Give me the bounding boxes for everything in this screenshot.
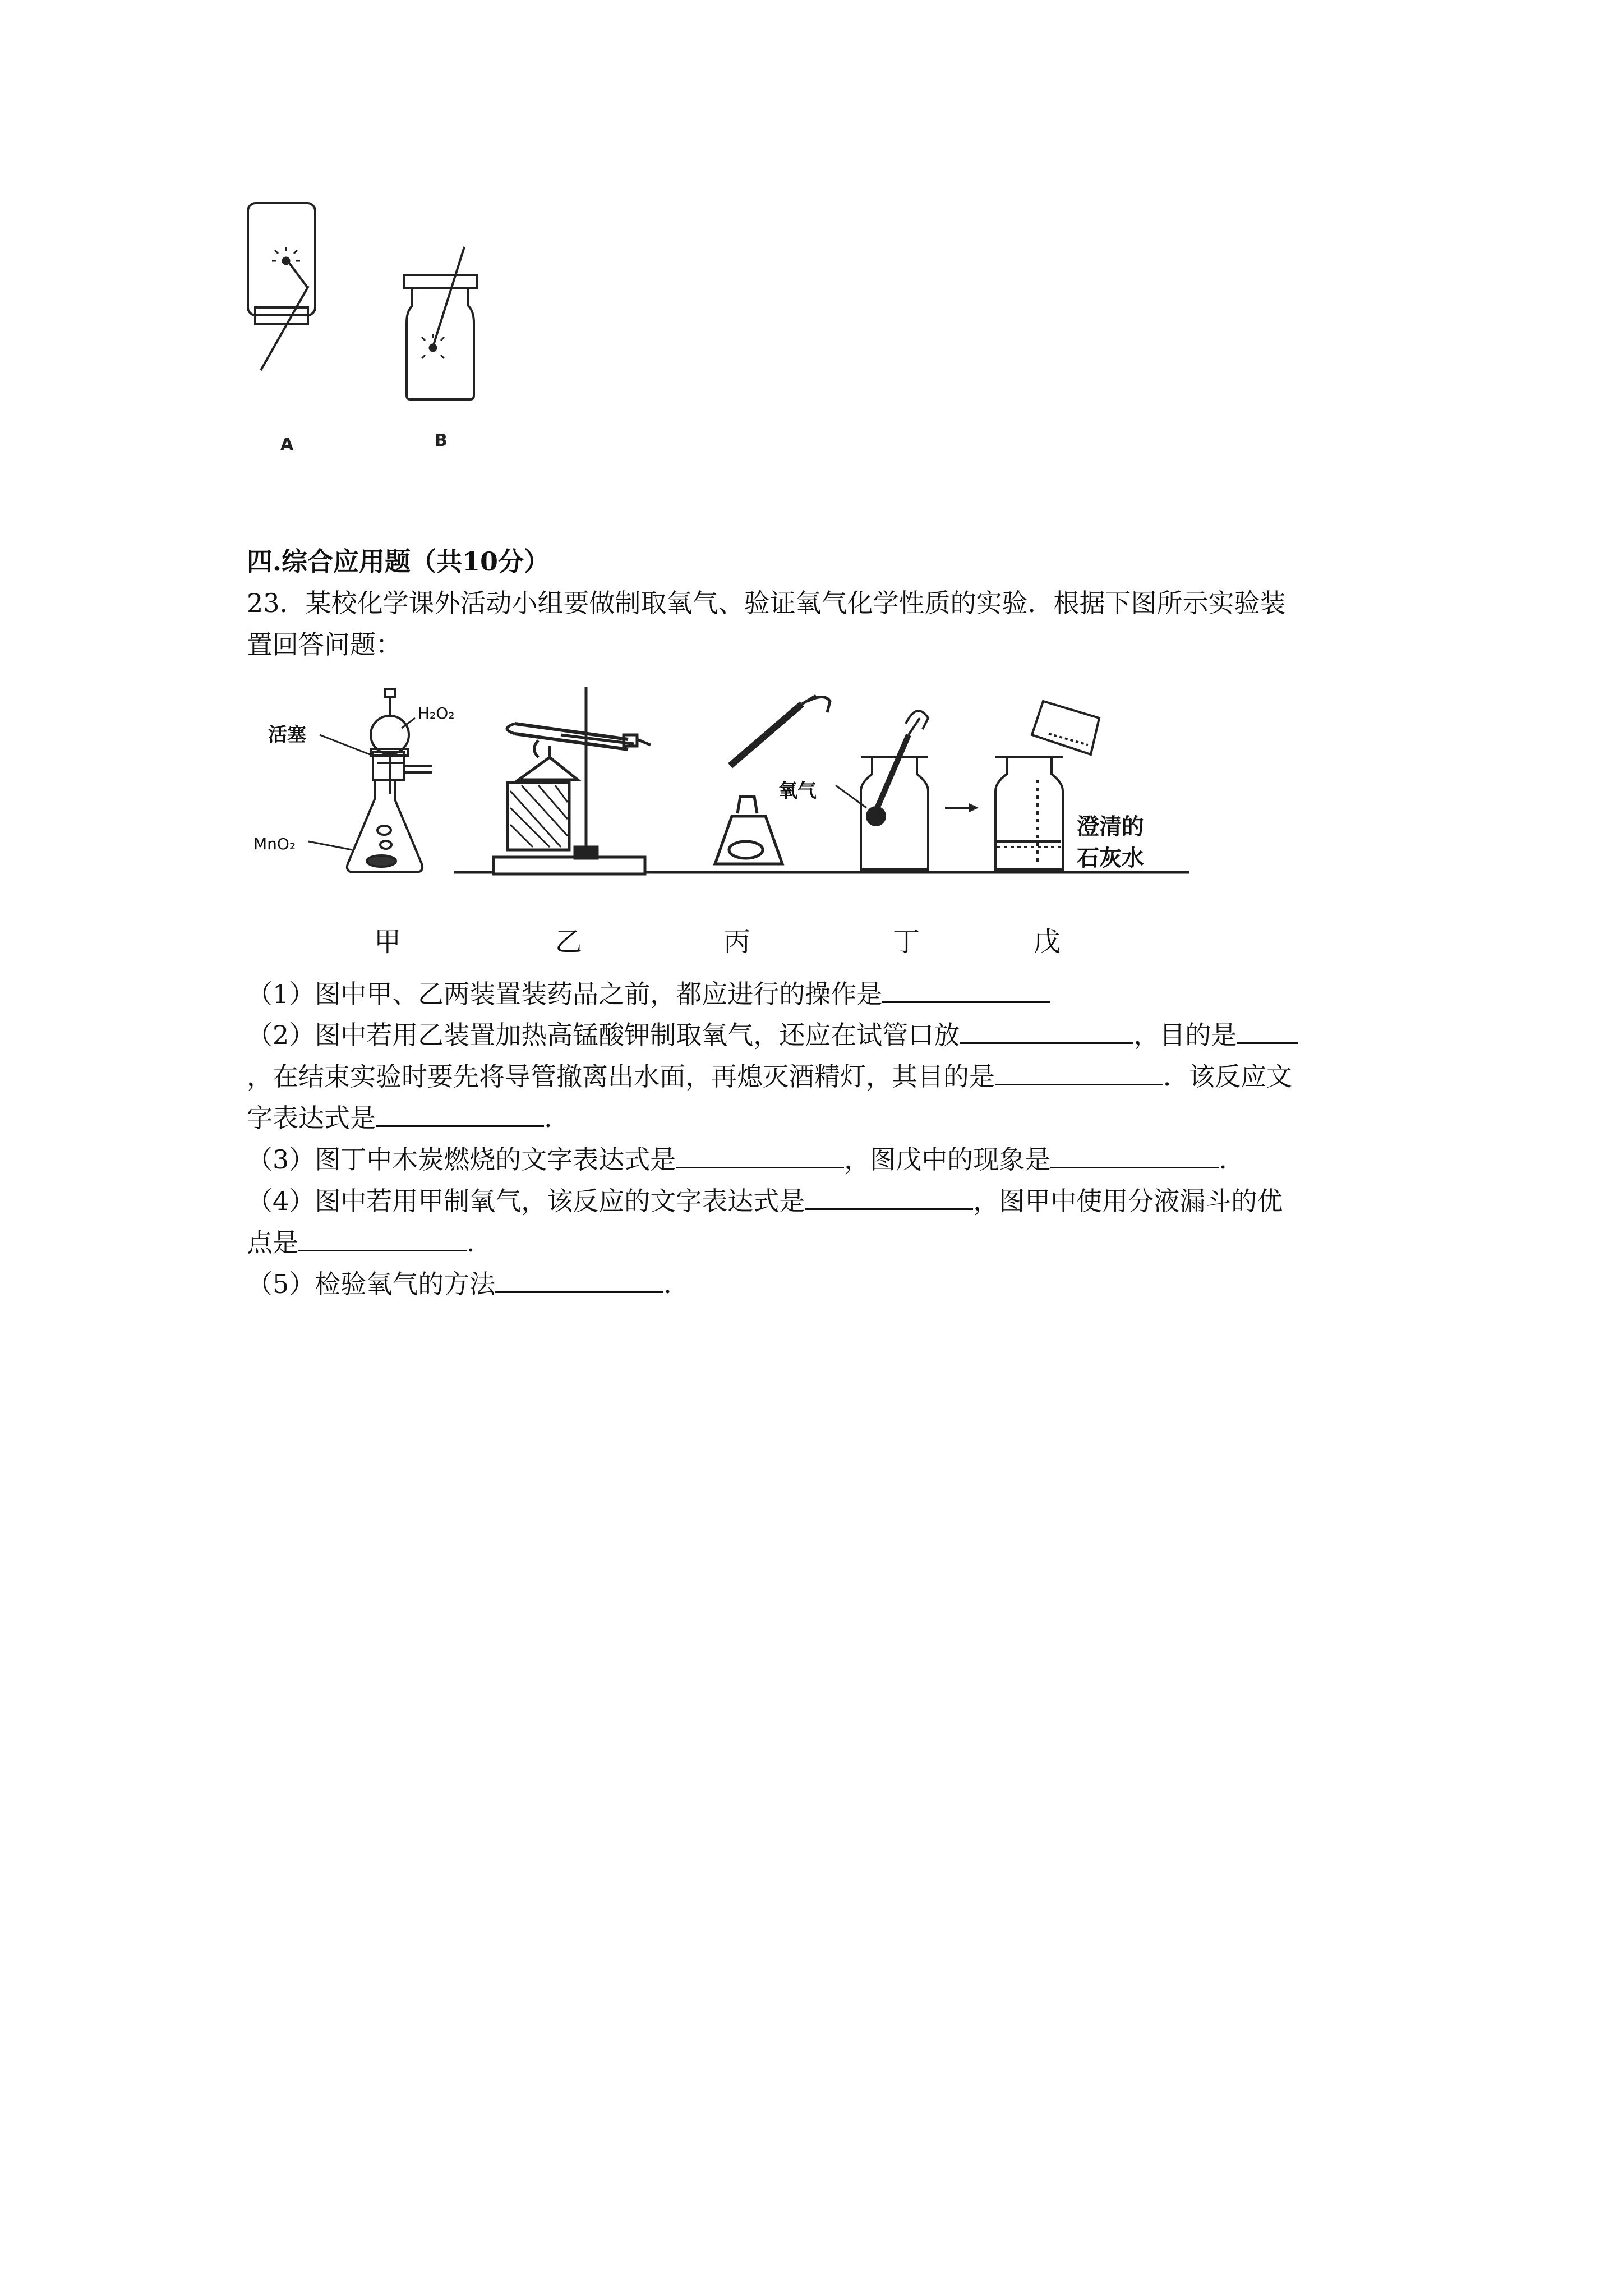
answer-blank-2c[interactable]: [995, 1065, 1163, 1085]
question-intro-line2: 置回答问题：: [247, 629, 402, 660]
figure-label-a: A: [280, 435, 294, 454]
bottle-b: [404, 247, 477, 399]
caption-wu: 戊: [1034, 926, 1061, 958]
h2o2-label: H₂O₂: [418, 704, 455, 723]
item-4-text-c: 点是: [247, 1227, 298, 1258]
arrow-head: [969, 803, 979, 812]
limewater-label-1: 澄清的: [1077, 814, 1144, 840]
item-4-line1: [247, 1180, 1283, 1222]
limewater-label-2: 石灰水: [1077, 845, 1144, 871]
item-5-text-a: （5）检验氧气的方法: [247, 1269, 496, 1299]
item-2-text-c: ，在结束实验时要先将导管撤离出水面，再熄灭酒精灯，其目的是: [247, 1061, 995, 1092]
item-2-text-f: .: [544, 1103, 552, 1133]
item-2-text-e: 字表达式是: [247, 1103, 376, 1133]
item-4-line2: [247, 1222, 475, 1263]
item-3-text-b: ，图戊中的现象是: [844, 1144, 1051, 1175]
item-3: [247, 1139, 1227, 1180]
question-intro-line1: 23．某校化学课外活动小组要做制取氧气、验证氧气化学性质的实验．根据下图所示实验装: [247, 588, 1286, 618]
caption-yi: 乙: [555, 926, 583, 958]
item-5: [247, 1263, 672, 1305]
answer-blank-4b[interactable]: [298, 1231, 467, 1251]
caption-ding: 丁: [893, 926, 920, 958]
caption-jia: 甲: [374, 926, 402, 958]
valve-pointer: [320, 735, 371, 755]
answer-blank-2b[interactable]: [1237, 1023, 1298, 1044]
item-2-line3: [247, 1097, 552, 1139]
item-1-text: （1）图中甲、乙两装置装药品之前，都应进行的操作是: [247, 979, 883, 1009]
item-5-text-b: .: [663, 1269, 672, 1299]
item-2-text-a: （2）图中若用乙装置加热高锰酸钾制取氧气，还应在试管口放: [247, 1020, 960, 1050]
figure-label-b: B: [435, 431, 448, 450]
item-4-text-b: ，图甲中使用分液漏斗的优: [973, 1186, 1283, 1216]
answer-blank-5[interactable]: [495, 1272, 663, 1293]
item-3-text-a: （3）图丁中木炭燃烧的文字表达式是: [247, 1144, 676, 1175]
mno2-label: MnO₂: [253, 835, 296, 853]
item-1: [247, 973, 1050, 1015]
item-4-text-d: .: [467, 1227, 475, 1258]
item-2-line2: [247, 1056, 1292, 1097]
spark-b: [422, 334, 444, 358]
mno2-pointer: [308, 841, 352, 850]
item-3-text-c: .: [1219, 1144, 1227, 1175]
oxygen-label: 氧气: [778, 780, 817, 802]
bottle-a: [248, 203, 315, 370]
apparatus-ding: [861, 711, 928, 869]
section-title: 四.综合应用题（共10分）: [247, 546, 550, 577]
answer-blank-3b[interactable]: [1050, 1148, 1219, 1168]
caption-bing: 丙: [723, 926, 751, 958]
combustion-bottles-figure: [236, 191, 527, 460]
answer-blank-3a[interactable]: [676, 1148, 844, 1168]
valve-label: 活塞: [268, 724, 306, 746]
item-2-text-d: ．该反应文: [1163, 1061, 1292, 1092]
answer-blank-1[interactable]: [882, 982, 1050, 1003]
answer-blank-2a[interactable]: [960, 1023, 1133, 1044]
item-4-text-a: （4）图中若用甲制氧气，该反应的文字表达式是: [247, 1186, 805, 1216]
apparatus-figure: [247, 679, 1200, 898]
spark-a: [272, 247, 300, 264]
answer-blank-4a[interactable]: [805, 1189, 973, 1210]
item-2-text-b: ，目的是: [1133, 1020, 1237, 1050]
answer-blank-2d[interactable]: [376, 1106, 544, 1127]
item-2-line1: [247, 1014, 1298, 1056]
